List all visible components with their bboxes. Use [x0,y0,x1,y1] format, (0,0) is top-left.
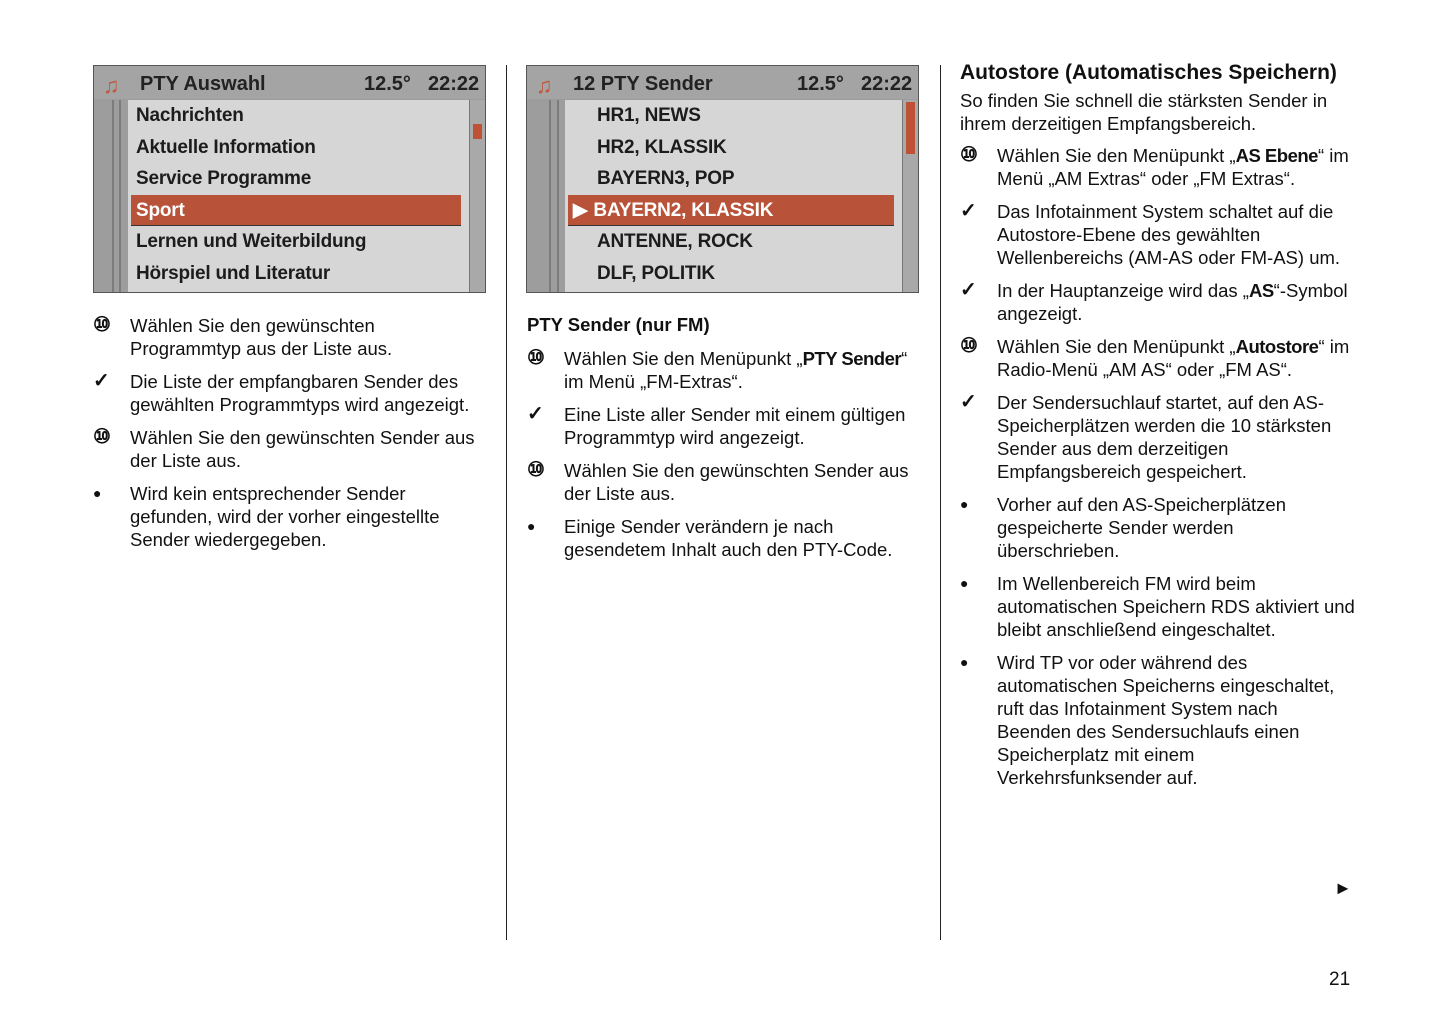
row-label: Hörspiel und Literatur [136,262,331,284]
row-label: Aktuelle Information [136,136,316,158]
menu-item-name: AS [1248,280,1274,301]
step-text: “-Symbol angezeigt. [997,280,1348,324]
step-text: Eine Liste aller Sender mit einem gültigen Programmtyp wird angezeigt. [564,404,906,448]
list-row[interactable] [573,163,734,194]
list-row[interactable] [136,258,330,289]
step-item [960,651,1355,789]
pty-auswahl-screen [93,65,486,293]
step-item [960,391,1355,483]
step-item [960,144,1355,190]
list-row[interactable] [136,163,311,194]
step-text: Das Infotainment System schaltet auf die Autostore-Ebene des gewählten Wellenbereichs (AM-AS oder FM-AS) um. [997,201,1341,268]
step-item [93,370,488,416]
checkmark-icon: ✓ [960,279,977,301]
step-text: Wählen Sie den gewünschten Programmtyp aus der Liste aus. [130,315,393,359]
temperature: 12.5° [797,73,844,95]
sender-list [565,100,902,292]
knob-action-icon: ⑩ [93,314,111,336]
checkmark-icon: ✓ [93,370,110,392]
step-text: Vorher auf den AS-Speicherplätzen gespeicherte Sender werden überschrieben. [997,494,1286,561]
list-row[interactable] [573,258,715,289]
menu-item-name: PTY Sender [802,348,902,369]
checkmark-icon: ✓ [960,200,977,222]
menu-item-name: Autostore [1235,336,1319,357]
row-label: HR1, NEWS [597,105,701,126]
section-subtitle: PTY Sender (nur FM) [527,314,710,335]
column-divider [506,65,507,940]
intro-text: So finden Sie schnell die stärksten Sender in ihrem derzeitigen Empfangsbereich. [960,90,1328,134]
menu-item-name: AS Ebene [1235,145,1318,166]
step-text: Einige Sender verändern je nach gesendetem Inhalt auch den PTY-Code. [564,516,893,560]
knob-action-icon: ⑩ [960,144,978,166]
temperature: 12.5° [364,73,411,95]
step-text: “ im Radio-Menü „AM AS“ oder „FM AS“. [997,336,1350,380]
bullet-icon: ● [960,575,969,591]
step-item [93,314,488,360]
list-row[interactable] [573,100,701,131]
page-number: 21 [1329,969,1351,990]
bullet-icon: ● [960,496,969,512]
row-label: Sport [136,199,185,221]
step-text: Wählen Sie den gewünschten Sender aus der Liste aus. [564,460,909,504]
knob-action-icon: ⑩ [527,347,545,369]
list-row[interactable] [568,195,894,226]
music-note-icon: ♫ [536,73,553,98]
row-label: DLF, POLITIK [597,262,715,284]
step-text: Der Sendersuchlauf startet, auf den AS-Speicherplätzen werden die 10 stärksten Sender aus dem derzeitigen Empfangsbereich gespeichert. [997,392,1332,482]
step-item [960,493,1355,562]
step-text: Wird kein entsprechender Sender gefunden, wird der vorher eingestellte Sender wiedergegeben. [130,483,440,550]
checkmark-icon: ✓ [527,403,544,425]
clock: 22:22 [428,73,480,95]
list-row[interactable] [136,132,316,163]
list-row[interactable] [131,195,461,226]
step-item [93,482,488,551]
column-3-steps [960,144,1355,799]
section-heading: Autostore (Automatisches Speichern) [960,61,1337,84]
step-item [527,515,919,561]
bullet-icon: ● [960,654,969,670]
clock: 22:22 [861,73,913,95]
step-item [527,403,919,449]
bullet-icon: ● [527,518,536,534]
selection-arrow-icon: ▶ [573,199,588,221]
row-label: Lernen und Weiterbildung [136,231,367,252]
continue-arrow-icon: ► [1334,878,1352,898]
step-text: Wählen Sie den gewünschten Sender aus der Liste aus. [130,427,475,471]
row-label: HR2, KLASSIK [597,136,727,158]
step-text: Wählen Sie den Menüpunkt „ [997,336,1236,357]
step-item [527,347,919,393]
step-item [93,426,488,472]
knob-action-icon: ⑩ [93,426,111,448]
column-1-steps [93,314,488,561]
scrollbar[interactable] [469,100,485,292]
step-text: Wählen Sie den Menüpunkt „ [997,145,1236,166]
row-label: Service Programme [136,168,312,189]
step-item [960,572,1355,641]
step-text: Die Liste der empfangbaren Sender des gewählten Programmtyps wird angezeigt. [130,371,470,415]
step-item [960,279,1355,325]
step-item [960,335,1355,381]
step-text: In der Hauptanzeige wird das „ [997,280,1249,301]
row-label: BAYERN3, POP [597,168,735,189]
bullet-icon: ● [93,485,102,501]
column-divider [940,65,941,940]
step-text: “ im Menü „AM Extras“ oder „FM Extras“. [997,145,1349,189]
step-item [960,200,1355,269]
column-2-steps [527,347,919,571]
music-note-icon: ♫ [103,73,120,98]
screen-header [94,66,485,99]
checkmark-icon: ✓ [960,391,977,413]
screen-header [527,66,918,99]
list-row[interactable] [573,226,753,257]
step-text: Im Wellenbereich FM wird beim automatischen Speichern RDS aktiviert und bleibt anschließend eingeschaltet. [997,573,1355,640]
step-text: Wählen Sie den Menüpunkt „ [564,348,803,369]
list-row[interactable] [573,132,727,163]
row-label: ANTENNE, ROCK [597,231,753,252]
step-item [527,459,919,505]
row-label: BAYERN2, KLASSIK [593,199,774,221]
step-text: Wird TP vor oder während des automatischen Speicherns eingeschaltet, ruft das Infotainment System nach Beenden des Sendersuchlaufs einen Speicherplatz mit einem Verkehrsfunksender auf. [997,652,1335,788]
knob-action-icon: ⑩ [527,459,545,481]
screen-title: 12 PTY Sender [573,73,713,95]
pty-list [128,100,469,292]
list-row[interactable] [136,226,366,257]
scrollbar[interactable] [902,100,918,292]
screen-title: PTY Auswahl [140,73,266,95]
pty-sender-screen [526,65,919,293]
list-row[interactable] [136,100,244,131]
step-text: “ im Menü „FM-Extras“. [564,348,908,392]
knob-action-icon: ⑩ [960,335,978,357]
row-label: Nachrichten [136,105,244,126]
